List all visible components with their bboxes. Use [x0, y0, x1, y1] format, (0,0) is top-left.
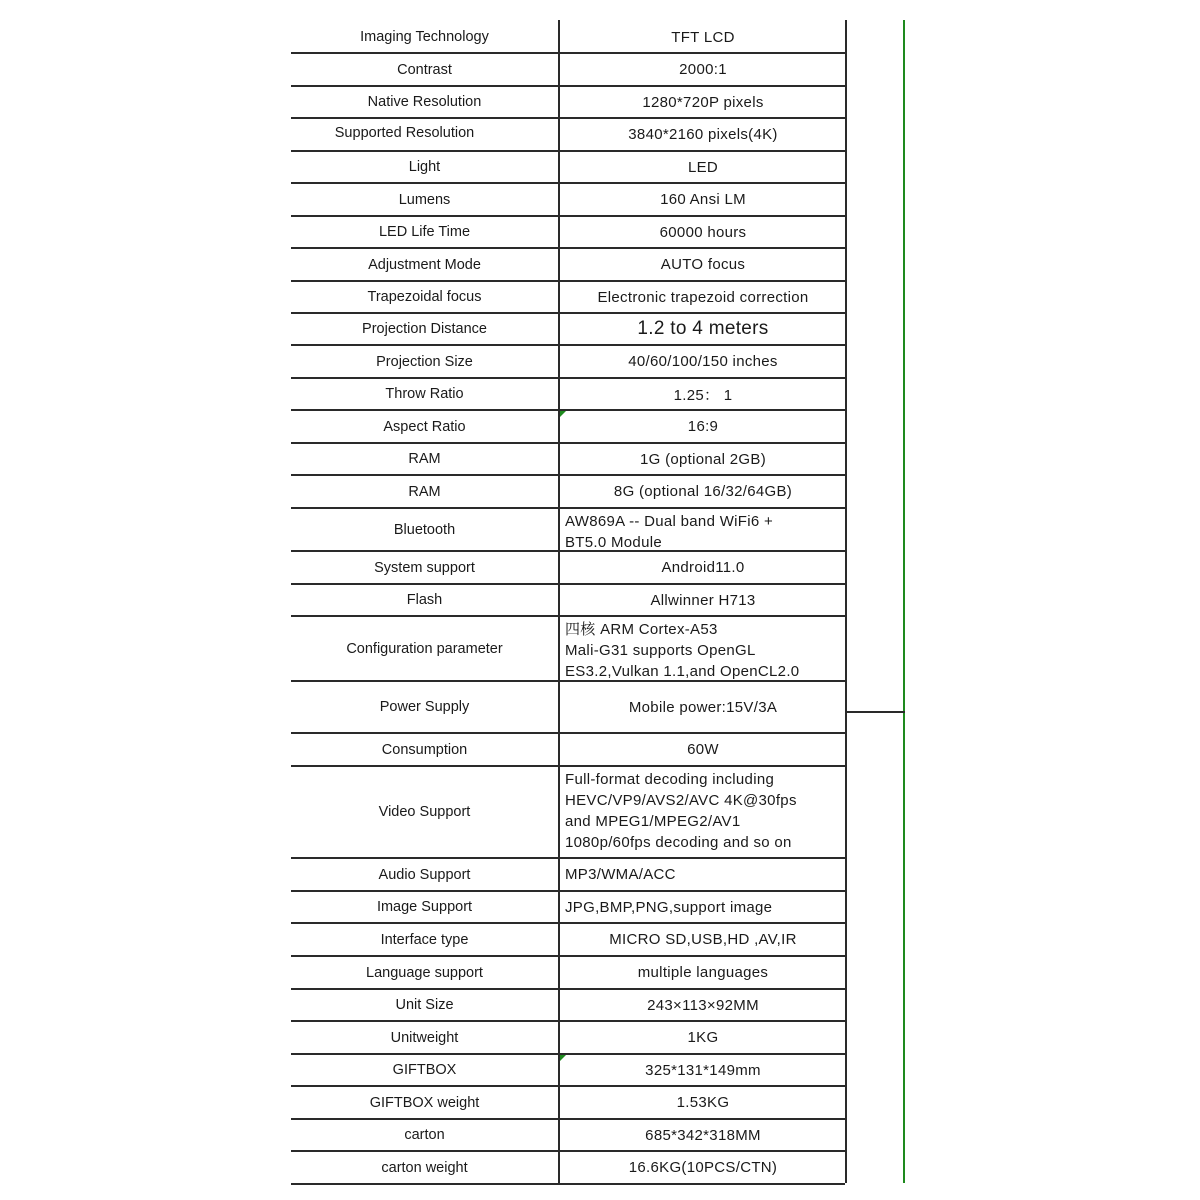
table-row — [291, 1120, 845, 1150]
spec-value — [561, 585, 845, 615]
spec-value — [561, 552, 845, 583]
spec-value — [561, 1087, 845, 1118]
spec-label: Flash — [406, 592, 443, 608]
table-row — [291, 22, 845, 52]
spec-label: Video Support — [378, 804, 471, 820]
table-row — [291, 54, 845, 85]
spec-value — [561, 444, 845, 474]
spec-value — [561, 682, 845, 732]
spec-label: Aspect Ratio — [383, 418, 466, 435]
spec-label: Lumens — [398, 191, 451, 208]
spec-label: Language support — [366, 964, 483, 981]
spec-value-line: BT5.0 Module — [565, 534, 662, 551]
spec-value — [561, 54, 845, 85]
spec-value — [561, 152, 845, 182]
table-row — [291, 411, 845, 442]
spec-label: GIFTBOX — [392, 1062, 457, 1078]
table-row — [291, 734, 845, 765]
spec-label: Bluetooth — [393, 521, 456, 538]
spec-value-line: 60W — [687, 741, 719, 758]
spec-value-line: 1.53KG — [676, 1094, 730, 1111]
spec-label: Imaging Technology — [360, 29, 489, 45]
spec-label: Trapezoidal focus — [367, 289, 482, 305]
spec-value-line: multiple languages — [637, 964, 769, 981]
spec-label: RAM — [408, 451, 441, 467]
spec-label: Projection Size — [376, 353, 473, 370]
spec-value-line: AW869A -- Dual band WiFi6 + — [565, 513, 774, 530]
table-row — [291, 509, 845, 550]
table-row — [291, 892, 845, 922]
spec-value-line: 1.2 to 4 meters — [637, 318, 769, 339]
table-row — [291, 379, 845, 409]
spec-value-line: and MPEG1/MPEG2/AV1 — [565, 813, 741, 830]
spec-value-line: TFT LCD — [671, 28, 735, 46]
spec-value — [561, 1055, 845, 1085]
cell-comment-marker — [560, 411, 566, 417]
spec-value — [561, 217, 845, 247]
spec-label: Consumption — [381, 741, 468, 758]
spec-value — [561, 734, 845, 765]
table-row — [291, 314, 845, 344]
spec-label: Adjustment Mode — [368, 256, 481, 273]
spec-value-line: Electronic trapezoid correction — [597, 288, 809, 306]
spec-value-line: 160 Ansi LM — [660, 191, 746, 208]
table-row — [291, 617, 845, 680]
cell-comment-marker — [560, 1055, 566, 1061]
table-row — [291, 767, 845, 857]
table-row — [291, 552, 845, 583]
spec-value — [561, 282, 845, 312]
spec-label: Interface type — [380, 931, 469, 948]
spec-value-line: Mali-G31 supports OpenGL — [565, 642, 756, 659]
spec-value-line: MP3/WMA/ACC — [565, 866, 676, 883]
spec-value-line: 243×113×92MM — [647, 996, 759, 1014]
row-divider — [291, 1183, 845, 1185]
table-row — [291, 585, 845, 615]
spec-value-line: 16:9 — [687, 418, 719, 435]
spec-value — [561, 346, 845, 377]
spec-value-line: 1080p/60fps decoding and so on — [565, 834, 792, 851]
spec-value-line: AUTO focus — [660, 256, 746, 273]
table-row — [291, 957, 845, 988]
table-row — [291, 282, 845, 312]
spec-value-line: 1.25： 1 — [673, 386, 733, 404]
spec-label: Unit Size — [395, 997, 454, 1013]
spec-label: Projection Distance — [362, 321, 487, 337]
spec-label: Contrast — [397, 61, 452, 78]
spec-label: LED Life Time — [378, 224, 471, 240]
spec-value-line: 四核 ARM Cortex-A53 — [565, 621, 718, 638]
row-divider — [847, 711, 905, 713]
spec-label: Image Support — [376, 899, 473, 915]
spec-value-line: HEVC/VP9/AVS2/AVC 4K@30fps — [565, 792, 797, 809]
spec-value — [561, 249, 845, 280]
spec-value — [561, 990, 845, 1020]
table-row — [291, 119, 845, 150]
spec-value — [561, 119, 845, 150]
spec-value-line: Allwinner H713 — [650, 591, 756, 609]
table-row — [291, 990, 845, 1020]
spec-value-line: Mobile power:15V/3A — [628, 698, 778, 716]
spec-value — [561, 379, 845, 409]
spec-value — [561, 22, 845, 52]
spec-label: carton — [404, 1127, 445, 1143]
spec-value-line: MICRO SD,USB,HD ,AV,IR — [609, 931, 797, 948]
table-row — [291, 1152, 845, 1183]
column-divider — [845, 20, 847, 1183]
spec-value — [561, 476, 845, 507]
spec-value-line: 8G (optional 16/32/64GB) — [613, 483, 793, 500]
table-row — [291, 184, 845, 215]
table-row — [291, 476, 845, 507]
spec-value-line: Full-format decoding including — [565, 771, 775, 788]
spec-value — [561, 924, 845, 955]
spec-label: Throw Ratio — [385, 386, 464, 402]
table-row — [291, 924, 845, 955]
spec-value-line: 16.6KG(10PCS/CTN) — [628, 1159, 778, 1176]
spec-value-line: 1G (optional 2GB) — [640, 450, 766, 468]
spec-value-line: 3840*2160 pixels(4K) — [628, 126, 778, 143]
spec-value — [561, 1022, 845, 1053]
spec-value — [561, 617, 849, 680]
column-divider — [903, 20, 905, 1183]
spec-label: Configuration parameter — [346, 640, 503, 657]
table-row — [291, 249, 845, 280]
spec-label: Unitweight — [390, 1029, 459, 1046]
spec-value — [561, 411, 845, 442]
table-row — [291, 87, 845, 117]
spec-value — [561, 892, 849, 922]
table-row — [291, 346, 845, 377]
spec-value — [561, 1152, 845, 1183]
spec-label: Light — [408, 159, 441, 175]
spec-label: GIFTBOX weight — [369, 1094, 480, 1111]
spec-value-line: 1KG — [687, 1029, 719, 1046]
spec-label: carton weight — [381, 1159, 468, 1176]
table-row — [291, 859, 845, 890]
table-row — [291, 152, 845, 182]
table-row — [291, 1087, 845, 1118]
table-row — [291, 217, 845, 247]
spec-value-line: ES3.2,Vulkan 1.1,and OpenCL2.0 — [565, 663, 800, 680]
table-row — [291, 682, 845, 732]
spec-value-line: 685*342*318MM — [645, 1126, 761, 1144]
spec-label: Audio Support — [378, 866, 471, 883]
spec-value — [561, 767, 849, 857]
spec-value-line: 1280*720P pixels — [642, 93, 764, 111]
spec-label: Power Supply — [379, 699, 470, 715]
spec-label: System support — [374, 559, 475, 576]
spec-value — [561, 957, 845, 988]
table-row — [291, 444, 845, 474]
spec-value-line: JPG,BMP,PNG,support image — [565, 898, 773, 916]
table-row — [291, 1022, 845, 1053]
spec-value — [561, 87, 845, 117]
spec-value — [561, 314, 845, 344]
table-row — [291, 1055, 845, 1085]
spec-value — [561, 509, 849, 550]
spec-value-line: 2000:1 — [679, 61, 727, 78]
spec-value — [561, 1120, 845, 1150]
spec-value — [561, 859, 849, 890]
spec-value — [561, 184, 845, 215]
spec-value-line: 325*131*149mm — [645, 1061, 761, 1079]
spec-value-line: LED — [687, 158, 719, 176]
spec-value-line: 40/60/100/150 inches — [628, 353, 778, 370]
spec-value-line: 60000 hours — [659, 223, 747, 241]
spec-label: Supported Resolution — [334, 125, 475, 141]
spec-label: Native Resolution — [367, 94, 482, 110]
spec-label: RAM — [408, 483, 441, 500]
spec-value-line: Android11.0 — [661, 559, 745, 576]
